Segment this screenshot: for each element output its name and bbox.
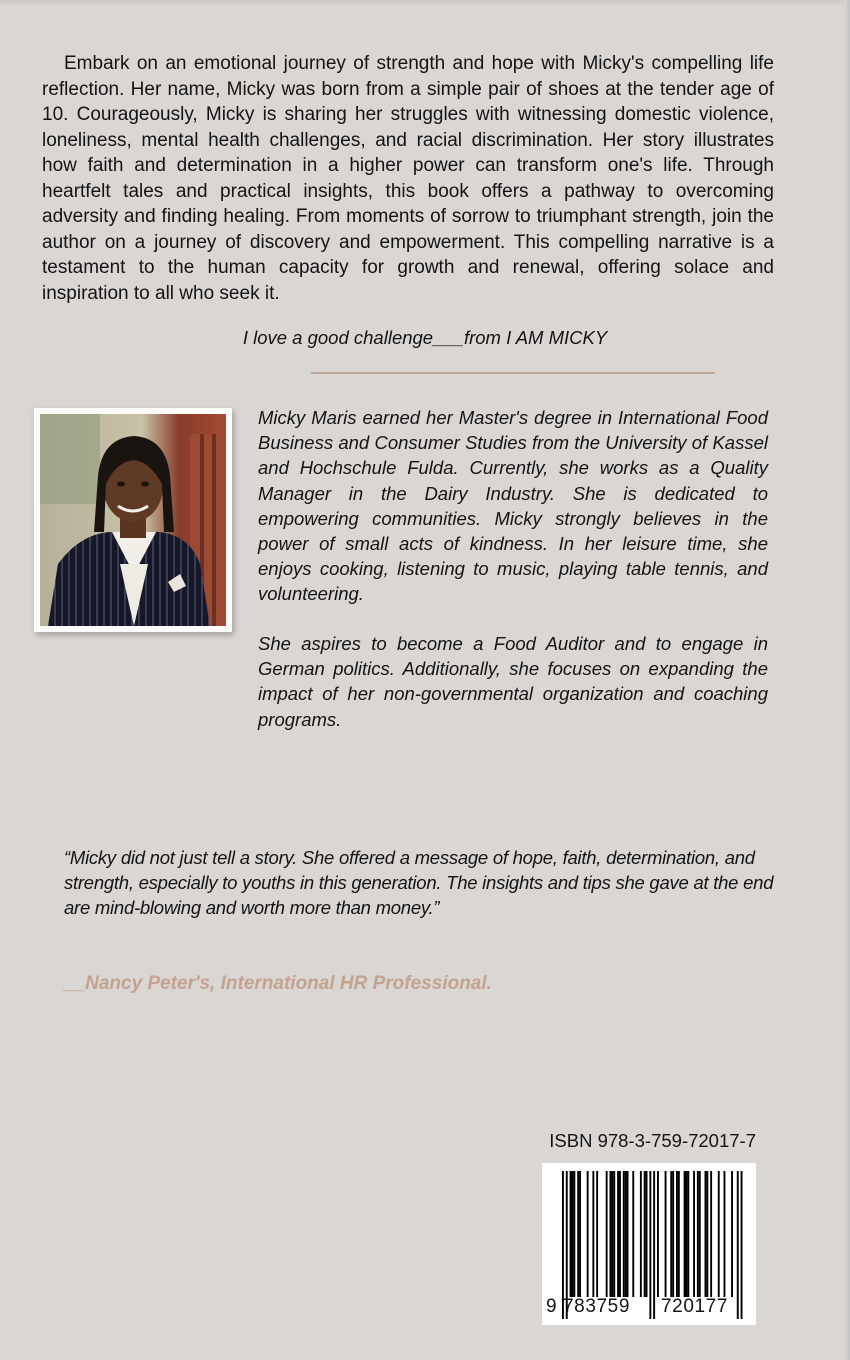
barcode-digit-prefix: 9 xyxy=(546,1296,557,1317)
author-photo xyxy=(34,408,232,632)
review-attribution: __Nancy Peter's, International HR Professional. xyxy=(64,973,492,994)
barcode-bar xyxy=(587,1171,589,1297)
section-divider xyxy=(311,372,715,374)
barcode-bar xyxy=(718,1171,720,1297)
barcode-bar xyxy=(731,1171,733,1297)
cover-spine-edge xyxy=(844,0,850,1360)
barcode-bar xyxy=(665,1171,667,1297)
barcode-bar xyxy=(611,1171,613,1297)
barcode-bar xyxy=(579,1171,581,1297)
barcode-bar xyxy=(570,1171,572,1297)
barcode-bar xyxy=(686,1171,688,1297)
cover-top-edge xyxy=(0,0,850,6)
barcode-bar xyxy=(676,1171,678,1297)
barcode-bar xyxy=(619,1171,621,1297)
isbn-barcode xyxy=(542,1163,756,1325)
barcode-bar xyxy=(644,1171,646,1297)
barcode-bar xyxy=(693,1171,695,1297)
barcode-bar xyxy=(632,1171,634,1297)
barcode-bar xyxy=(724,1171,726,1297)
tagline: I love a good challenge___from I AM MICKY xyxy=(242,327,608,348)
barcode-bar xyxy=(573,1171,575,1297)
barcode-bar xyxy=(606,1171,608,1297)
barcode-bar xyxy=(706,1171,708,1297)
barcode-digit-group-1: 783759 xyxy=(563,1296,631,1317)
barcode-bar xyxy=(617,1171,619,1297)
barcode-bar xyxy=(672,1171,674,1297)
barcode-bar xyxy=(572,1171,574,1297)
barcode-bar xyxy=(699,1171,701,1297)
barcode-bar xyxy=(596,1171,598,1297)
barcode-bar xyxy=(610,1171,612,1297)
barcode-bar xyxy=(592,1171,594,1297)
review-quote: “Micky did not just tell a story. She offered a message of hope, faith, determination, and strength, especially to youths in this generation. The insights and tips she gave at the end are mind-blowing and worth more than money.” xyxy=(64,847,774,919)
barcode-bar xyxy=(687,1171,689,1297)
barcode-bar xyxy=(705,1171,707,1297)
barcode-bar xyxy=(613,1171,615,1297)
book-blurb: Embark on an emotional journey of strength and hope with Micky's compelling life reflection. Her name, Micky was born from a simple pair of shoes at the tender age of 10. Courageously, Micky is sharing her struggles with witnessing domestic violence, loneliness, mental health challenges, and racial discrimination. Her story illustrates how faith and determination in a higher power can transform one's life. Through heartfelt tales and practical insights, this book offers a pathway to overcoming adversity and finding healing. From moments of sorrow to triumphant strength, join the author on a journey of discovery and empowerment. This compelling narrative is a testament to the human capacity for growth and renewal, offering solace and inspiration to all who seek it. xyxy=(42,53,774,304)
barcode-bar xyxy=(625,1171,627,1297)
barcode-bar xyxy=(697,1171,699,1297)
barcode-digits xyxy=(542,1294,756,1320)
barcode-bar xyxy=(640,1171,642,1297)
barcode-bar xyxy=(657,1171,659,1297)
barcode-bar xyxy=(684,1171,686,1297)
isbn-label: ISBN 978-3-759-72017-7 xyxy=(549,1130,756,1151)
barcode-bar xyxy=(710,1171,712,1297)
barcode-bar xyxy=(627,1171,629,1297)
author-bio-paragraph-2: She aspires to become a Food Auditor and to engage in German politics. Additionally, she focuses on expanding the impact of her non-governmental organization and coaching programs. xyxy=(258,633,768,730)
barcode-bar xyxy=(577,1171,579,1297)
barcode-digit-group-2: 720177 xyxy=(661,1296,729,1317)
barcode-bar xyxy=(646,1171,648,1297)
barcode-bar xyxy=(678,1171,680,1297)
author-portrait-image xyxy=(40,414,226,626)
barcode-bar xyxy=(623,1171,625,1297)
barcode-bar xyxy=(670,1171,672,1297)
author-bio-paragraph-1: Micky Maris earned her Master's degree in International Food Business and Consumer Studies from the University of Kassel and Hochschule Fulda. Currently, she works as a Quality Manager in the Dairy Industry. She is dedicated to empowering communities. Micky strongly believes in the power of small acts of kindness. In her leisure time, she enjoys cooking, listening to music, playing table tennis, and volunteering. xyxy=(258,407,768,605)
